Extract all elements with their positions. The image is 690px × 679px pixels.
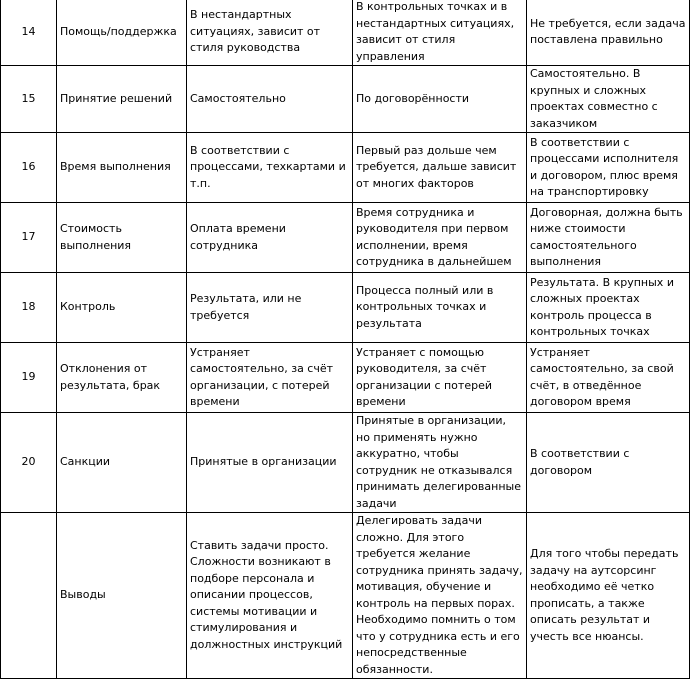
row-criterion: Помощь/поддержка xyxy=(57,0,187,66)
row-number: 17 xyxy=(1,203,57,273)
cell-delegation: Первый раз дольше чем требуется, дальше зависит от многих факторов xyxy=(353,133,527,203)
cell-in-house: Ставить задачи просто. Сложности возникают в подборе персонала и описании процессов, системы мотивации и стимулирования и должностных инструкций xyxy=(187,513,353,679)
row-criterion: Стоимость выполнения xyxy=(57,203,187,273)
cell-in-house: Самостоятельно xyxy=(187,66,353,133)
cell-delegation: В контрольных точках и в нестандартных ситуациях, зависит от стиля управления xyxy=(353,0,527,66)
cell-delegation: Принятые в организации, но применять нужно аккуратно, чтобы сотрудник не отказывался принимать делегированные задачи xyxy=(353,413,527,513)
cell-delegation: Делегировать задачи сложно. Для этого требуется желание сотрудника принять задачу, мотивация, обучение и контроль на первых порах. Необходимо помнить о том что у сотрудника есть и его непосредственные обязанности. xyxy=(353,513,527,679)
cell-outsourcing: Устраняет самостоятельно, за свой счёт, в отведённое договором время xyxy=(527,343,690,413)
cell-in-house: В соответствии с процессами, техкартами и т.п. xyxy=(187,133,353,203)
cell-in-house: В нестандартных ситуациях, зависит от стиля руководства xyxy=(187,0,353,66)
row-number: 18 xyxy=(1,273,57,343)
cell-delegation: Время сотрудника и руководителя при первом исполнении, время сотрудника в дальнейшем xyxy=(353,203,527,273)
table-row xyxy=(1,66,690,133)
row-number: 16 xyxy=(1,133,57,203)
table-row xyxy=(1,413,690,513)
cell-in-house: Результата, или не требуется xyxy=(187,273,353,343)
row-criterion: Санкции xyxy=(57,413,187,513)
cell-in-house: Принятые в организации xyxy=(187,413,353,513)
row-number: 20 xyxy=(1,413,57,513)
cell-in-house: Оплата времени сотрудника xyxy=(187,203,353,273)
cell-delegation: По договорённости xyxy=(353,66,527,133)
table-row xyxy=(1,343,690,413)
cell-outsourcing: Самостоятельно. В крупных и сложных проектах совместно с заказчиком xyxy=(527,66,690,133)
cell-delegation: Процесса полный или в контрольных точках и результата xyxy=(353,273,527,343)
row-criterion: Выводы xyxy=(57,513,187,679)
row-criterion: Принятие решений xyxy=(57,66,187,133)
table-row xyxy=(1,133,690,203)
row-criterion: Отклонения от результата, брак xyxy=(57,343,187,413)
cell-outsourcing: Договорная, должна быть ниже стоимости самостоятельного выполнения xyxy=(527,203,690,273)
table-row xyxy=(1,513,690,679)
cell-outsourcing: В соответствии с договором xyxy=(527,413,690,513)
row-number xyxy=(1,513,57,679)
row-criterion: Контроль xyxy=(57,273,187,343)
row-number: 15 xyxy=(1,66,57,133)
cell-outsourcing: Не требуется, если задача поставлена правильно xyxy=(527,0,690,66)
cell-in-house: Устраняет самостоятельно, за счёт организации, с потерей времени xyxy=(187,343,353,413)
cell-delegation: Устраняет с помощью руководителя, за счёт организации с потерей времени xyxy=(353,343,527,413)
row-criterion: Время выполнения xyxy=(57,133,187,203)
row-number: 14 xyxy=(1,0,57,66)
table-row xyxy=(1,273,690,343)
table-row xyxy=(1,0,690,66)
table-row xyxy=(1,203,690,273)
cell-outsourcing: Результата. В крупных и сложных проектах контроль процесса в контрольных точках xyxy=(527,273,690,343)
cell-outsourcing: Для того чтобы передать задачу на аутсорсинг необходимо её четко прописать, а также описать результат и учесть все нюансы. xyxy=(527,513,690,679)
row-number: 19 xyxy=(1,343,57,413)
cell-outsourcing: В соответствии с процессами исполнителя и договором, плюс время на транспортировку xyxy=(527,133,690,203)
